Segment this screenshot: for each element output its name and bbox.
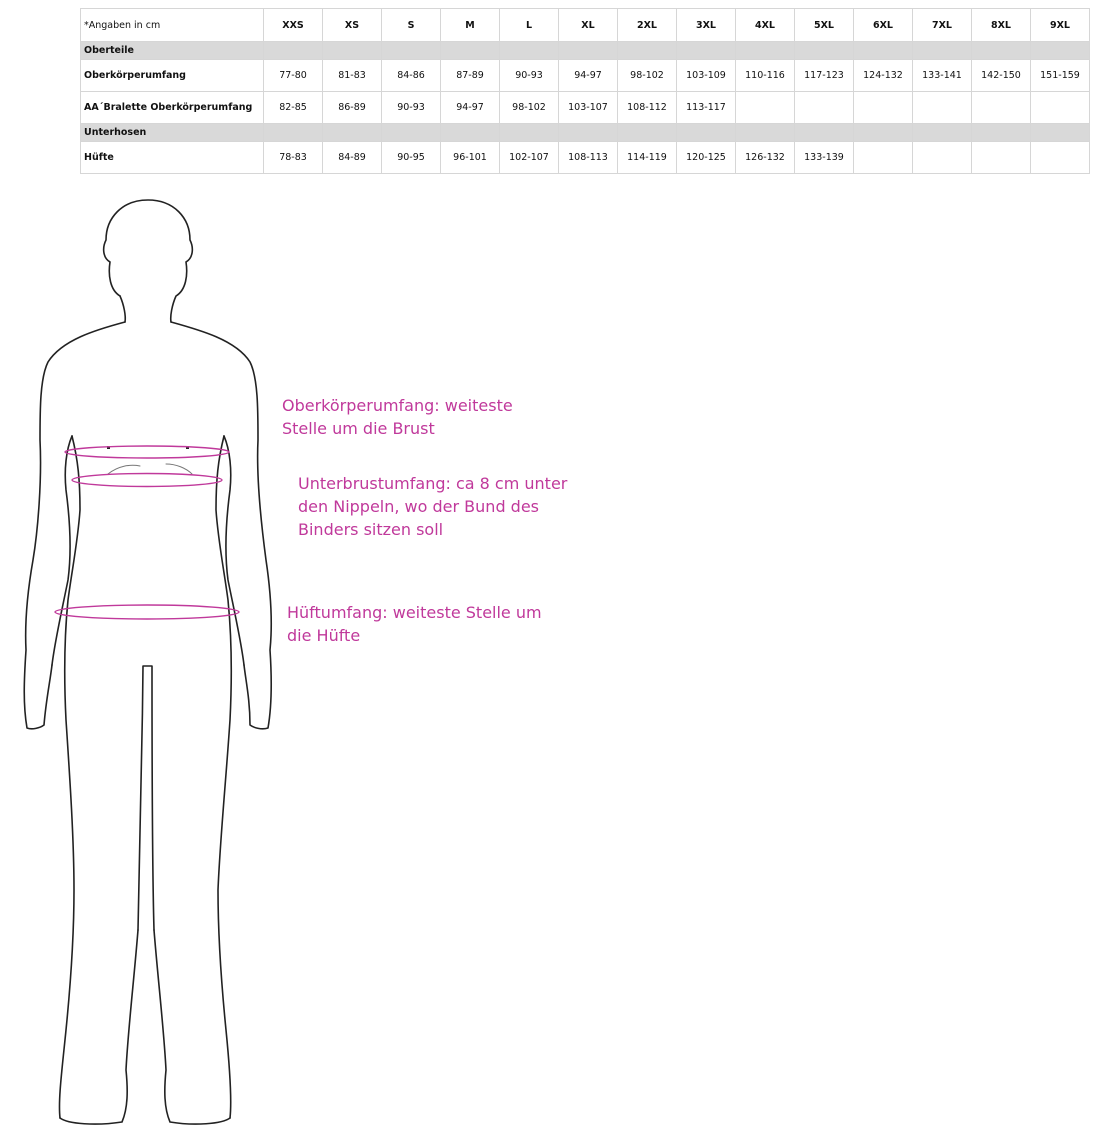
size-header: 2XL [618, 9, 677, 42]
underbust-annotation: Unterbrustumfang: ca 8 cm unter den Nippeln, wo der Bund des Binders sitzen soll [298, 474, 568, 539]
measurement-cell: 94-97 [441, 92, 500, 124]
size-header: 5XL [795, 9, 854, 42]
header-note: *Angaben in cm [81, 9, 264, 42]
measurement-cell: 87-89 [441, 60, 500, 92]
right-arm-inner [224, 436, 244, 665]
size-header: 9XL [1031, 9, 1090, 42]
measurement-cell: 98-102 [618, 60, 677, 92]
measurement-cell: 151-159 [1031, 60, 1090, 92]
size-header: 6XL [854, 9, 913, 42]
measurement-cell: 84-89 [323, 142, 382, 174]
right-foot [154, 930, 230, 1124]
size-header: 8XL [972, 9, 1031, 42]
section-title: Unterhosen [81, 124, 264, 142]
right-arm-outer [171, 322, 271, 729]
row-label: Hüfte [81, 142, 264, 174]
measurement-cell: 108-113 [559, 142, 618, 174]
neck-left [120, 296, 125, 322]
size-header: 7XL [913, 9, 972, 42]
measurement-cell: 103-109 [677, 60, 736, 92]
chest-curve-right [166, 464, 192, 474]
measurement-cell: 103-107 [559, 92, 618, 124]
measurement-cell: 124-132 [854, 60, 913, 92]
bust-annotation: Oberkörperumfang: weiteste Stelle um die Brust [282, 396, 513, 438]
measurement-cell: 114-119 [618, 142, 677, 174]
hip-measure-line [55, 605, 239, 619]
measurement-cell: 96-101 [441, 142, 500, 174]
measurement-cell: 120-125 [677, 142, 736, 174]
measurement-cell: 113-117 [677, 92, 736, 124]
row-label: Oberkörperumfang [81, 60, 264, 92]
measurement-cell: 94-97 [559, 60, 618, 92]
chest-curve-left [108, 465, 140, 474]
measurement-cell: 78-83 [264, 142, 323, 174]
measurement-cell: 90-93 [382, 92, 441, 124]
measurement-cell: 77-80 [264, 60, 323, 92]
left-arm-inner [52, 436, 72, 665]
row-label: AA´Bralette Oberkörperumfang [81, 92, 264, 124]
measurement-cell: 133-141 [913, 60, 972, 92]
measurement-cell: 126-132 [736, 142, 795, 174]
size-header: 4XL [736, 9, 795, 42]
measurement-cell: 102-107 [500, 142, 559, 174]
measurement-cell: 110-116 [736, 60, 795, 92]
size-header: S [382, 9, 441, 42]
size-header: L [500, 9, 559, 42]
measurement-cell: 90-95 [382, 142, 441, 174]
size-header: 3XL [677, 9, 736, 42]
head-outline [104, 200, 193, 322]
size-header: XL [559, 9, 618, 42]
hip-annotation: Hüftumfang: weiteste Stelle um die Hüfte [287, 603, 542, 645]
measurement-cell: 98-102 [500, 92, 559, 124]
left-arm-outer [24, 322, 125, 729]
measurement-cell: 133-139 [795, 142, 854, 174]
measurement-cell: 82-85 [264, 92, 323, 124]
size-header: M [441, 9, 500, 42]
bust-measure-line [65, 446, 229, 458]
inseam [138, 666, 154, 930]
measurement-cell: 108-112 [618, 92, 677, 124]
measurement-cell: 90-93 [500, 60, 559, 92]
measurement-cell: 86-89 [323, 92, 382, 124]
size-header: XXS [264, 9, 323, 42]
section-title: Oberteile [81, 42, 264, 60]
torso-right [216, 436, 231, 1118]
measurement-cell: 142-150 [972, 60, 1031, 92]
underbust-measure-line [72, 474, 222, 487]
measurement-cell: 81-83 [323, 60, 382, 92]
measurement-cell: 84-86 [382, 60, 441, 92]
size-header: XS [323, 9, 382, 42]
measurement-cell: 117-123 [795, 60, 854, 92]
